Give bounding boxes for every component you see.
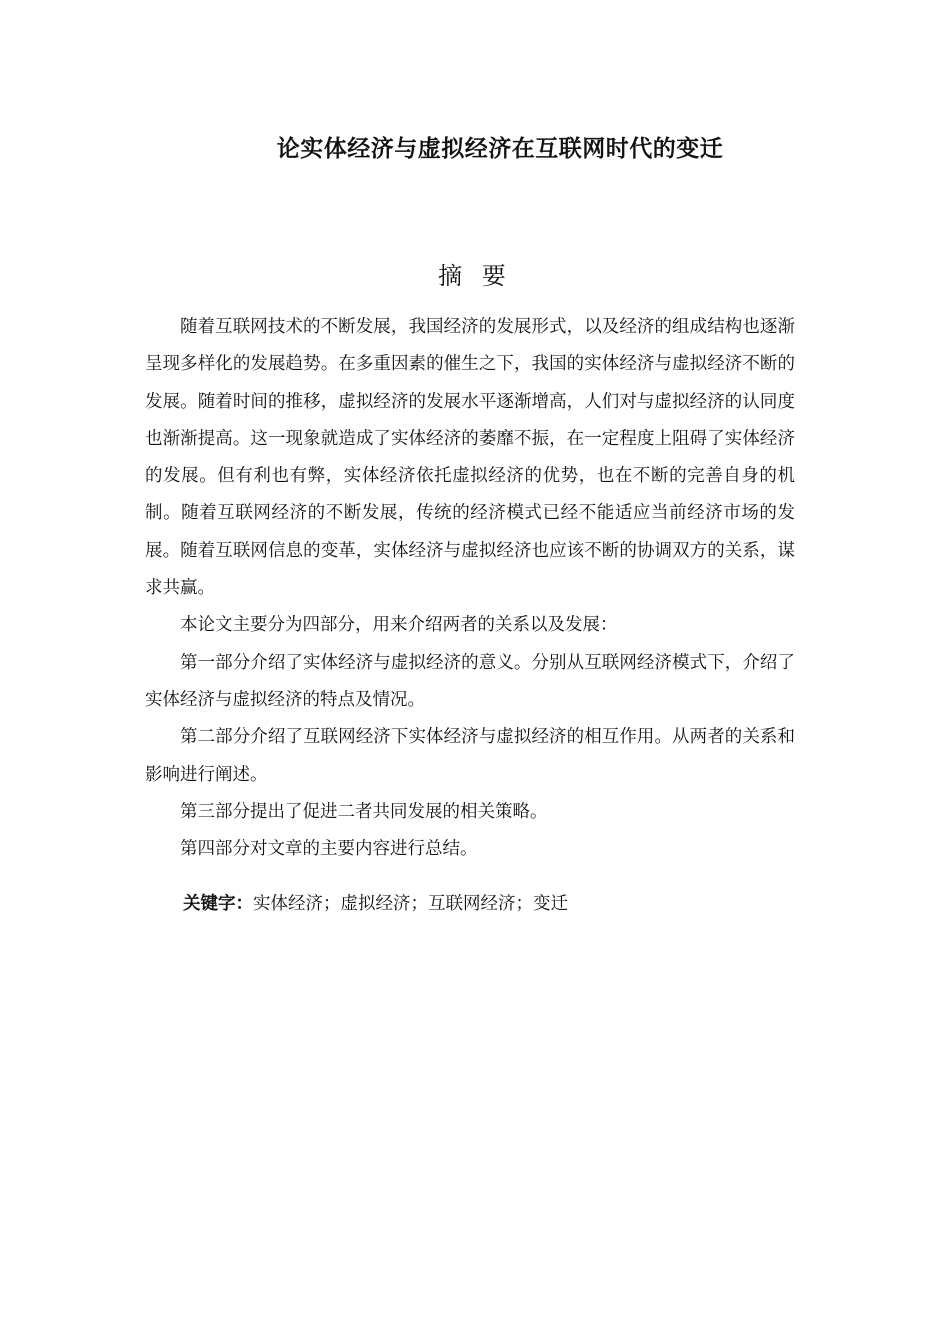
abstract-paragraph: 第一部分介绍了实体经济与虚拟经济的意义。分别从互联网经济模式下，介绍了实体经济与虚拟经济的特点及情况。 [145, 652, 795, 710]
keywords-line [183, 886, 568, 923]
keywords-value: 实体经济；虚拟经济；互联网经济；变迁 [253, 894, 568, 914]
abstract-paragraph: 本论文主要分为四部分，用来介绍两者的关系以及发展： [180, 615, 618, 636]
abstract-heading: 摘 要 [438, 262, 512, 290]
abstract-body [145, 309, 795, 868]
abstract-paragraph: 随着互联网技术的不断发展，我国经济的发展形式，以及经济的组成结构也逐渐呈现多样化的发展趋势。在多重因素的催生之下，我国的实体经济与虚拟经济不断的发展。随着时间的推移，虚拟经济的发展水平逐渐增高，人们对与虚拟经济的认同度也渐渐提高。这一现象就造成了实体经济的萎靡不振，在一定程度上阻碍了实体经济的发展。但有利也有弊，实体经济依托虚拟经济的优势，也在不断的完善自身的机制。随着互联网经济的不断发展，传统的经济模式已经不能适应当前经济市场的发展。随着互联网信息的变革，实体经济与虚拟经济也应该不断的协调双方的关系，谋求共赢。 [145, 317, 795, 599]
abstract-paragraph: 第三部分提出了促进二者共同发展的相关策略。 [180, 801, 548, 822]
abstract-paragraph: 第二部分介绍了互联网经济下实体经济与虚拟经济的相互作用。从两者的关系和影响进行阐述。 [145, 727, 795, 785]
abstract-paragraph: 第四部分对文章的主要内容进行总结。 [180, 839, 478, 860]
paper-title: 论实体经济与虚拟经济在互联网时代的变迁 [276, 136, 724, 162]
keywords-label: 关键字： [183, 894, 253, 914]
